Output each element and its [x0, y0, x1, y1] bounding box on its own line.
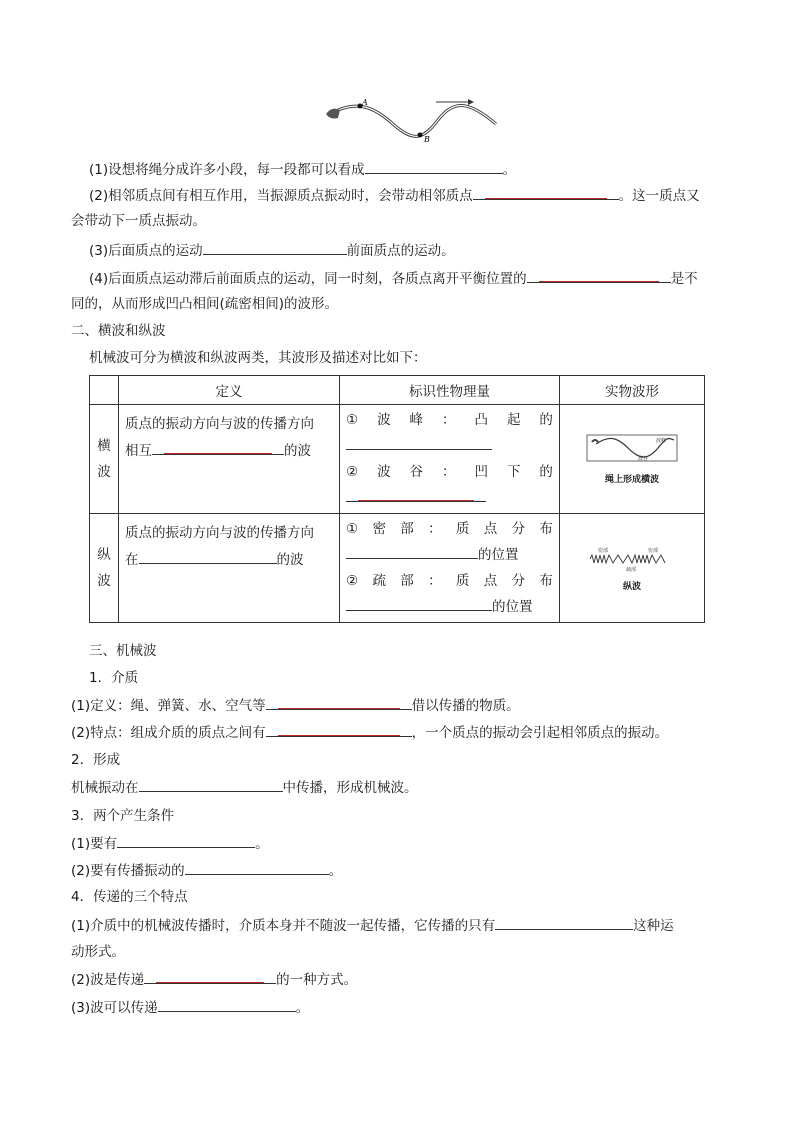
- blank-dense[interactable]: [346, 544, 478, 559]
- svg-text:密部: 密部: [598, 547, 609, 554]
- point-b-label: B: [424, 135, 430, 144]
- question-3: (3)后面质点的运动 前面质点的运动。: [89, 240, 455, 261]
- svg-text:密部: 密部: [648, 547, 659, 554]
- header-definition: 定义: [119, 376, 340, 405]
- longitudinal-waveform: 密部 密部 疏部 纵波: [560, 514, 705, 623]
- question-4-line-2: 同的，从而形成凹凸相间(疏密相间)的波形。: [71, 296, 339, 312]
- blank-feature-2[interactable]: [144, 969, 276, 984]
- blank-condition-2[interactable]: [185, 860, 329, 875]
- blank-condition-1[interactable]: [117, 833, 255, 848]
- blank-2[interactable]: [473, 185, 619, 200]
- condition-1: (1)要有 。: [71, 833, 269, 854]
- blank-medium-feature[interactable]: [266, 722, 412, 737]
- question-2-line-1: (2)相邻质点间有相互作用，当振源质点振动时，会带动相邻质点 。这一质点又: [89, 185, 700, 206]
- feature-1-line-1: (1)介质中的机械波传播时，介质本身并不随波一起传播，它传播的只有 这种运: [71, 915, 674, 936]
- subsection-2-title: 2．形成: [71, 752, 121, 768]
- subsection-3-title: 3．两个产生条件: [71, 808, 175, 824]
- svg-text:疏部: 疏部: [626, 566, 637, 573]
- feature-3: (3)波可以传递 。: [71, 997, 309, 1018]
- blank-feature-3[interactable]: [158, 997, 296, 1012]
- formation-line: 机械振动在 中传播，形成机械波。: [71, 777, 418, 798]
- question-2-line-2: 会带动下一质点振动。: [71, 213, 206, 229]
- transverse-wave-image: [586, 434, 678, 468]
- section-2-title: 二、横波和纵波: [71, 323, 166, 339]
- transverse-waveform: 波峰 波谷 绳上形成横波: [560, 405, 705, 514]
- blank-sparse[interactable]: [346, 596, 492, 611]
- blank-transverse-def[interactable]: [152, 440, 284, 455]
- point-a-label: A: [362, 98, 368, 107]
- subsection-4-title: 4．传递的三个特点: [71, 889, 188, 905]
- svg-text:波谷: 波谷: [638, 455, 649, 462]
- blank-1[interactable]: [365, 159, 503, 174]
- table-header-row: [90, 376, 705, 405]
- feature-1-line-2: 动形式。: [71, 944, 125, 960]
- transverse-markers: ① 波 峰 ： 凸 起 的 ② 波 谷 ： 凹 下 的: [340, 405, 560, 514]
- section-3-title: 三、机械波: [89, 643, 157, 659]
- medium-feature: (2)特点：组成介质的质点之间有 ，一个质点的振动会引起相邻质点的振动。: [71, 722, 668, 743]
- section-2-intro: 机械波可分为横波和纵波两类，其波形及描述对比如下：: [89, 350, 427, 366]
- feature-2: (2)波是传递 的一种方式。: [71, 969, 357, 990]
- header-marker: 标识性物理量: [340, 376, 560, 405]
- header-waveform: 实物波形: [560, 376, 705, 405]
- table-row-transverse: [90, 405, 705, 514]
- transverse-definition: 质点的振动方向与波的传播方向 相互 的波: [119, 405, 340, 514]
- question-1: (1)设想将绳分成许多小段，每一段都可以看成 。: [89, 159, 516, 180]
- subsection-1-title: 1．介质: [89, 670, 139, 686]
- blank-trough[interactable]: [346, 487, 486, 502]
- blank-formation[interactable]: [139, 777, 283, 792]
- longitudinal-wave-image: [586, 545, 678, 575]
- condition-2: (2)要有传播振动的 。: [71, 860, 342, 881]
- blank-medium-def[interactable]: [266, 695, 412, 710]
- blank-4[interactable]: [527, 268, 671, 283]
- longitudinal-side-label: 纵 波: [90, 514, 119, 623]
- blank-3[interactable]: [203, 240, 347, 255]
- transverse-side-label: 横 波: [90, 405, 119, 514]
- blank-peak[interactable]: [346, 435, 492, 450]
- rope-wave-figure: [318, 96, 498, 146]
- longitudinal-definition: 质点的振动方向与波的传播方向 在 的波: [119, 514, 340, 623]
- medium-definition: (1)定义：绳、弹簧、水、空气等 借以传播的物质。: [71, 695, 520, 716]
- blank-longitudinal-def[interactable]: [139, 549, 277, 564]
- table-row-longitudinal: [90, 514, 705, 623]
- longitudinal-markers: ① 密 部 ： 质 点 分 布 的位置 ② 疏 部 ： 质 点 分 布 的位置: [340, 514, 560, 623]
- question-4-line-1: (4)后面质点运动滞后前面质点的运动，同一时刻，各质点离开平衡位置的 是不: [89, 268, 698, 289]
- blank-feature-1[interactable]: [495, 915, 633, 930]
- svg-text:波峰: 波峰: [656, 437, 667, 444]
- wave-comparison-table: [89, 375, 705, 623]
